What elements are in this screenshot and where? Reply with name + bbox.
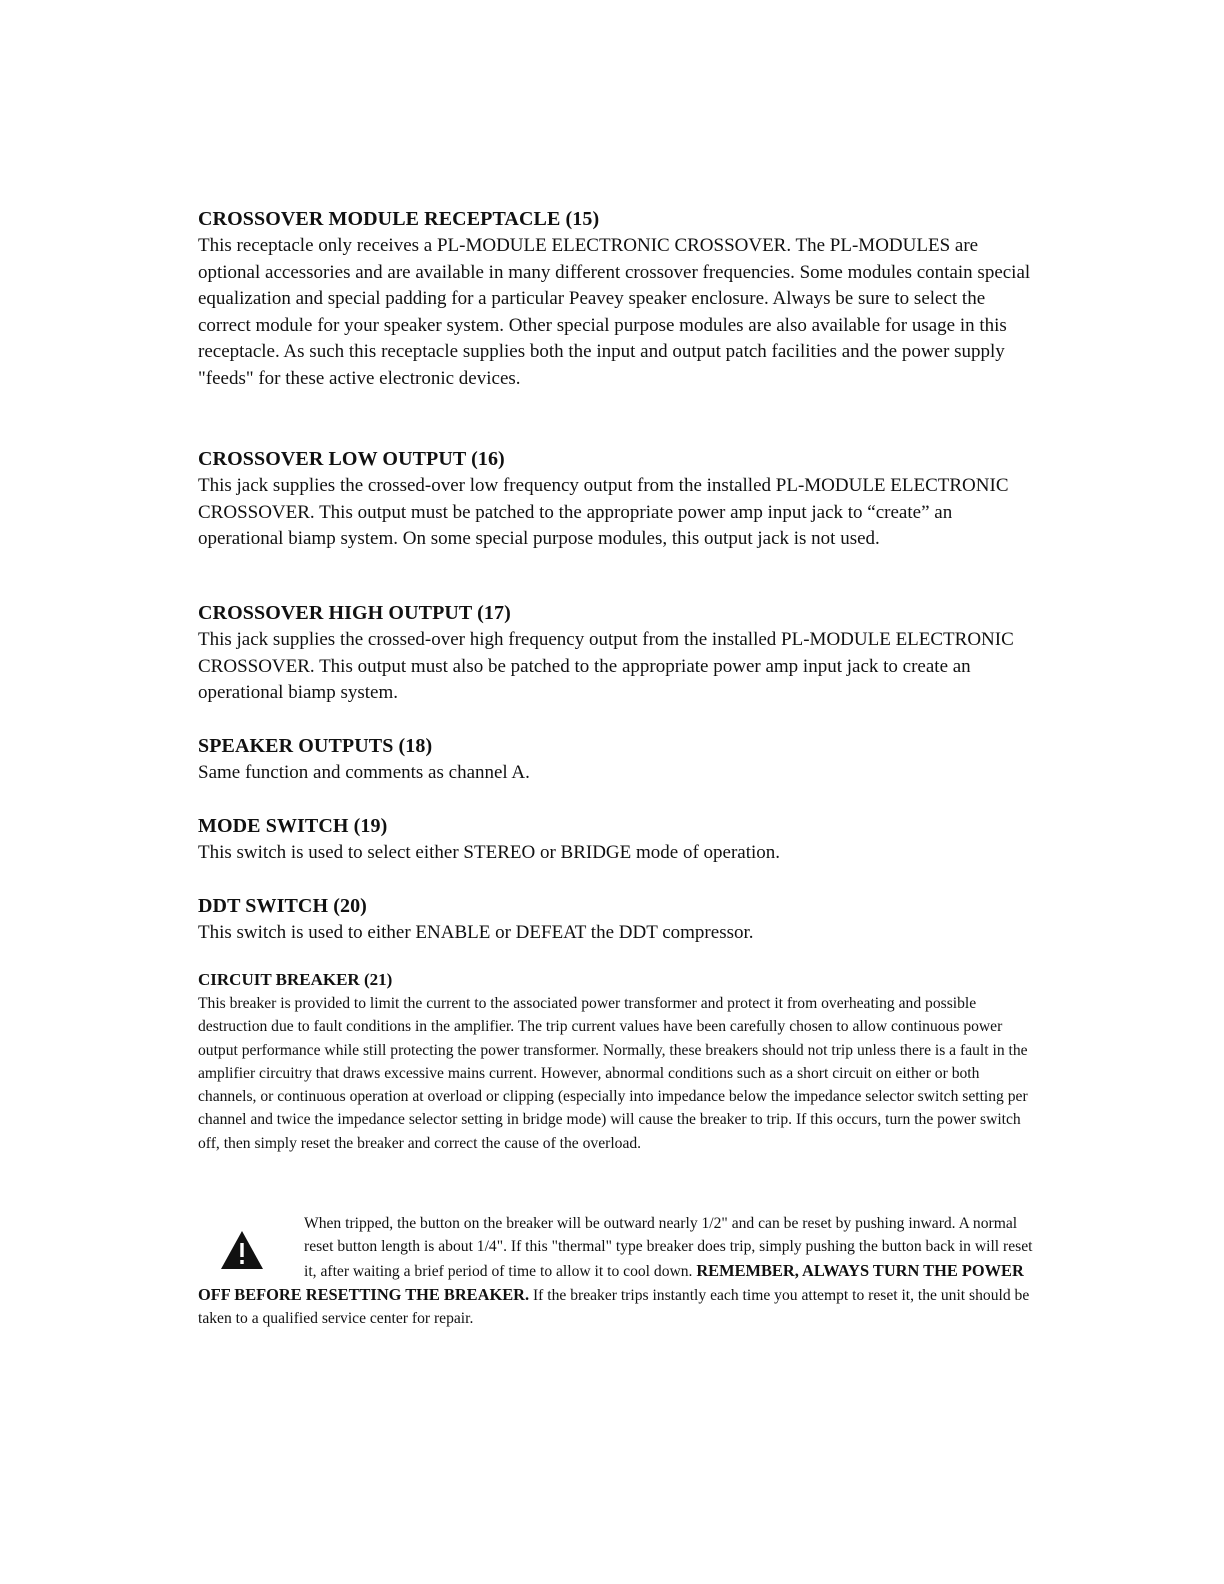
warning-triangle-icon (220, 1230, 264, 1270)
section-crossover-module-receptacle (198, 206, 1040, 393)
section-body: This switch is used to select either STEREO or BRIDGE mode of operation. (198, 842, 781, 863)
section-heading: CROSSOVER HIGH OUTPUT (17) (198, 602, 511, 624)
section-heading: CROSSOVER MODULE RECEPTACLE (15) (198, 208, 600, 230)
section-body: This switch is used to either ENABLE or DEFEAT the DDT compressor. (198, 922, 754, 943)
section-ddt-switch (198, 893, 1040, 947)
section-heading: MODE SWITCH (19) (198, 815, 388, 837)
section-body: This breaker is provided to limit the current to the associated power transformer and protect it from overheating and possible destruction due to fault conditions in the amplifier. The trip current values have been carefully chosen to allow continuous power output performance while still protecting the power transformer. Normally, these breakers should not trip unless there is a fault in the amplifier circuitry that draws excessive mains current. However, abnormal conditions such as a short circuit on either or both channels, or continuous operation at overload or clipping (especially into impedance below the impedance selector switch setting per channel and twice the impedance selector setting in bridge mode) will cause the breaker to trip. If this occurs, turn the power switch off, then simply reset the breaker and correct the cause of the overload. (198, 995, 1028, 1152)
section-body: This receptacle only receives a PL-MODULE ELECTRONIC CROSSOVER. The PL-MODULES are optional accessories and are available in many different crossover frequencies. Some modules contain special equalization and special padding for a particular Peavey speaker enclosure. Always be sure to select the correct module for your speaker system. Other special purpose modules are also available for usage in this receptacle. As such this receptacle supplies both the input and output patch facilities and the power supply "feeds" for these active electronic devices. (198, 235, 1031, 389)
section-body: This jack supplies the crossed-over low frequency output from the installed PL-MODULE ELECTRONIC CROSSOVER. This output must be patched to the appropriate power amp input jack to “create” an operational biamp system. On some special purpose modules, this output jack is not used. (198, 475, 1009, 550)
section-mode-switch (198, 813, 1040, 867)
section-heading: SPEAKER OUTPUTS (18) (198, 735, 433, 757)
caution-emphasis: REMEMBER, ALWAYS TURN THE POWER OFF BEFORE RESETTING THE BREAKER. (198, 1260, 1024, 1304)
caution-text-before: When tripped, the button on the breaker will be outward nearly 1/2" and can be reset by pushing inward. A normal reset button length is about 1/4". If this "thermal" type breaker does trip, simply pushing the button back in will reset it, after waiting a brief period of time to allow it to cool down. (304, 1215, 1033, 1280)
section-circuit-breaker (198, 968, 1040, 1155)
section-speaker-outputs (198, 733, 1040, 787)
caution-note (198, 1212, 1040, 1330)
caution-text-after: If the breaker trips instantly each time you attempt to reset it, the unit should be taken to a qualified service center for repair. (198, 1286, 1030, 1328)
section-crossover-low-output (198, 446, 1040, 553)
warning-icon-wrap (198, 1212, 304, 1280)
caution-text (198, 1212, 1040, 1330)
section-body: Same function and comments as channel A. (198, 762, 530, 783)
section-crossover-high-output (198, 600, 1040, 707)
section-body: This jack supplies the crossed-over high frequency output from the installed PL-MODULE ELECTRONIC CROSSOVER. This output must also be patched to the appropriate power amp input jack to create an operational biamp system. (198, 629, 1014, 704)
section-heading: CROSSOVER LOW OUTPUT (16) (198, 448, 505, 470)
section-heading: DDT SWITCH (20) (198, 895, 367, 917)
section-heading: CIRCUIT BREAKER (21) (198, 970, 393, 989)
